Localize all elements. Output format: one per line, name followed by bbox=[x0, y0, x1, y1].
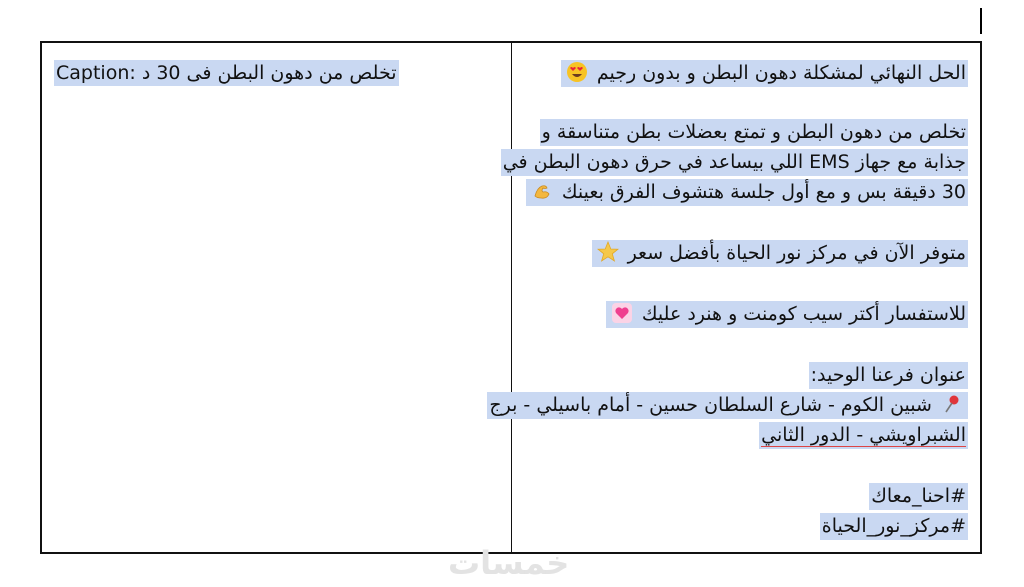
caption-cell[interactable] bbox=[42, 43, 512, 552]
document-table bbox=[40, 41, 982, 554]
post-line-4 bbox=[526, 179, 968, 206]
star-icon bbox=[597, 241, 619, 263]
post-line-inquiry bbox=[606, 301, 968, 328]
flexed-biceps-icon bbox=[531, 180, 553, 202]
post-line-3: جذابة مع جهاز EMS اللي بيساعد في حرق دهون البطن في bbox=[501, 149, 968, 176]
post-line-2: تخلص من دهون البطن و تمتع بعضلات بطن متناسقة و bbox=[540, 119, 968, 146]
post-content-cell[interactable] bbox=[489, 43, 980, 552]
address-line-2-text: الشبراويشي - الدور الثاني bbox=[761, 424, 966, 446]
inquiry-text: للاستفسار أكتر سيب كومنت و هنرد عليك bbox=[641, 303, 966, 325]
post-line-address-2 bbox=[759, 422, 968, 449]
post-line-4-text: 30 دقيقة بس و مع أول جلسة هتشوف الفرق بعينك bbox=[561, 181, 966, 203]
heart-eyes-emoji-icon bbox=[566, 61, 588, 83]
post-line-headline bbox=[561, 60, 968, 87]
post-line-address-1 bbox=[487, 392, 968, 419]
watermark-logo: خمسات bbox=[448, 544, 570, 582]
heart-icon bbox=[611, 302, 633, 324]
caption-text: تخلص من دهون البطن فى 30 د :Caption bbox=[56, 62, 397, 84]
availability-text: متوفر الآن في مركز نور الحياة بأفضل سعر bbox=[627, 242, 966, 264]
hashtag-2[interactable]: #مركز_نور_الحياة bbox=[820, 513, 968, 540]
post-line-availability bbox=[592, 240, 968, 267]
pushpin-icon bbox=[941, 393, 963, 415]
address-line-1-text: شبين الكوم - شارع السلطان حسين - أمام باسيلي - برج bbox=[489, 394, 932, 416]
text-cursor bbox=[980, 8, 982, 34]
post-line-branch-title: عنوان فرعنا الوحيد: bbox=[809, 362, 968, 389]
hashtag-1[interactable]: #احنا_معاك bbox=[869, 483, 968, 510]
headline-text: الحل النهائي لمشكلة دهون البطن و بدون رجيم bbox=[596, 62, 966, 84]
